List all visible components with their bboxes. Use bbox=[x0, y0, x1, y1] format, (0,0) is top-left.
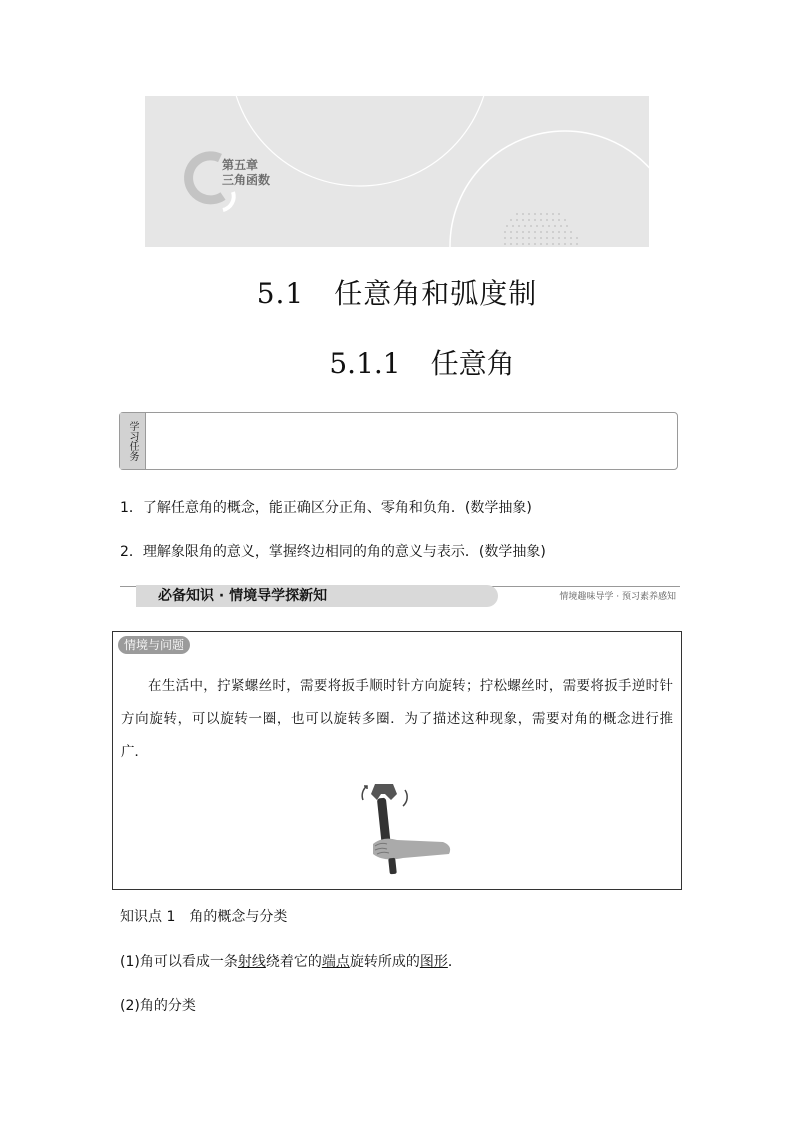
subsection-title bbox=[0, 342, 794, 382]
underlined-term-figure: 图形 bbox=[419, 954, 448, 970]
section-header-subtitle: 情境趣味导学 · 预习素养感知 bbox=[559, 592, 676, 602]
knowledge-classification: (2)角的分类 bbox=[120, 998, 196, 1014]
definition-text: (1)角可以看成一条 bbox=[120, 954, 238, 970]
section-name: 任意角和弧度制 bbox=[334, 277, 538, 310]
scenario-text: 在生活中，拧紧螺丝时，需要将扳手顺时针方向旋转；拧松螺丝时，需要将扳手逆时针方向旋转，可以旋转一圈，也可以旋转多圈．为了描述这种现象，需要对角的概念进行推广． bbox=[121, 678, 673, 760]
underlined-term-endpoint: 端点 bbox=[321, 954, 350, 970]
section-header-bar bbox=[120, 584, 680, 608]
objective-2: 2．理解象限角的意义，掌握终边相同的角的意义与表示．(数学抽象) bbox=[120, 544, 546, 560]
knowledge-point-title: 知识点 1 角的概念与分类 bbox=[120, 909, 288, 925]
knowledge-definition bbox=[120, 951, 462, 971]
chapter-banner bbox=[145, 96, 649, 247]
chapter-label bbox=[222, 158, 270, 188]
chapter-number: 第五章 bbox=[222, 158, 259, 172]
objective-1: 1．了解任意角的概念，能正确区分正角、零角和负角．(数学抽象) bbox=[120, 500, 532, 516]
learning-task-box bbox=[119, 412, 678, 470]
definition-text: 绕着它的 bbox=[265, 954, 322, 970]
wrench-hand-illustration bbox=[353, 780, 483, 885]
chapter-name: 三角函数 bbox=[222, 173, 271, 187]
section-title bbox=[0, 272, 794, 312]
definition-text: 旋转所成的 bbox=[349, 954, 420, 970]
definition-text: ． bbox=[447, 954, 462, 970]
scenario-box bbox=[112, 631, 682, 890]
section-number: 5.1 bbox=[256, 277, 305, 310]
subsection-name: 任意角 bbox=[430, 347, 515, 380]
subsection-number: 5.1.1 bbox=[329, 347, 401, 380]
underlined-term-ray: 射线 bbox=[237, 954, 266, 970]
section-header-title: 必备知识 · 情境导学探新知 bbox=[136, 585, 498, 607]
scenario-tag: 情境与问题 bbox=[118, 636, 190, 654]
learning-task-label: 学习任务 bbox=[120, 413, 146, 469]
banner-decoration bbox=[145, 96, 649, 247]
